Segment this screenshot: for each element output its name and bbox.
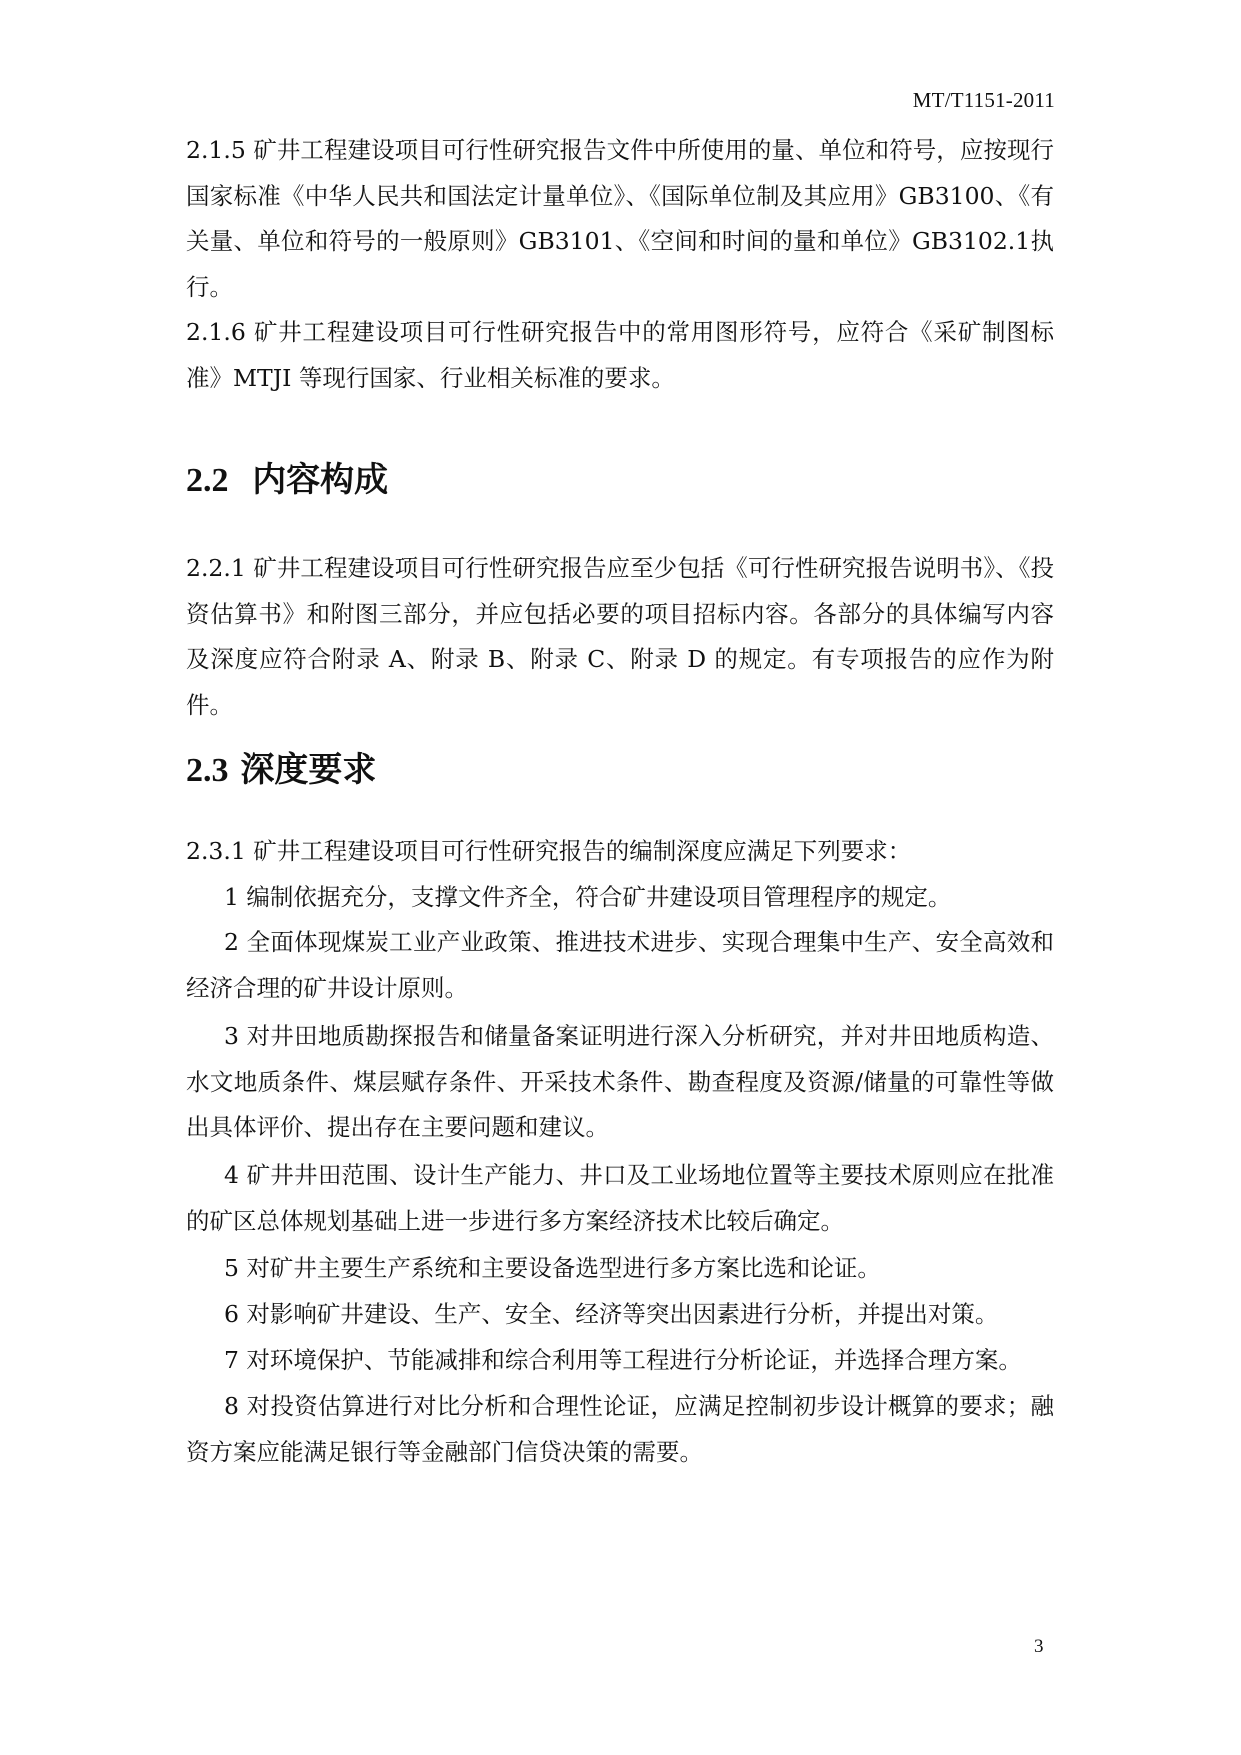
clause-2-1-5: 2.1.5 矿井工程建设项目可行性研究报告文件中所使用的量、单位和符号，应按现行国家标准《中华人民共和国法定计量单位》、《国际单位制及其应用》GB3100、《有关量、单位和符号的一般原则》GB3101、《空间和时间的量和单位》GB3102.1执行。 (186, 136, 1054, 301)
requirement-item-4: 4 矿井井田范围、设计生产能力、井口及工业场地位置等主要技术原则应在批准的矿区总体规划基础上进一步进行多方案经济技术比较后确定。 (186, 1161, 1054, 1235)
clause-2-3-1: 2.3.1 矿井工程建设项目可行性研究报告的编制深度应满足下列要求： (186, 837, 912, 865)
requirement-item-5: 5 对矿井主要生产系统和主要设备选型进行多方案比选和论证。 (224, 1254, 881, 1282)
section-title: 内容构成 (252, 460, 389, 500)
requirement-item-1: 1 编制依据充分，支撑文件齐全，符合矿井建设项目管理程序的规定。 (224, 883, 952, 911)
section-title: 深度要求 (240, 750, 377, 790)
requirement-item-6: 6 对影响矿井建设、生产、安全、经济等突出因素进行分析，并提出对策。 (224, 1300, 999, 1328)
document-code-header: MT/T1151-2011 (912, 88, 1055, 112)
requirement-item-3: 3 对井田地质勘探报告和储量备案证明进行深入分析研究，并对井田地质构造、水文地质条件、煤层赋存条件、开采技术条件、勘查程度及资源/储量的可靠性等做出具体评价、提出存在主要问题和建议。 (186, 1022, 1054, 1141)
clause-2-2-1: 2.2.1 矿井工程建设项目可行性研究报告应至少包括《可行性研究报告说明书》、《投资估算书》和附图三部分，并应包括必要的项目招标内容。各部分的具体编写内容及深度应符合附录 A、附录 B、附录 C、附录 D 的规定。有专项报告的应作为附件。 (186, 554, 1054, 719)
requirement-item-8: 8 对投资估算进行对比分析和合理性论证，应满足控制初步设计概算的要求；融资方案应能满足银行等金融部门信贷决策的需要。 (186, 1392, 1054, 1466)
requirement-item-7: 7 对环境保护、节能减排和综合利用等工程进行分析论证，并选择合理方案。 (224, 1346, 1022, 1374)
clause-2-1-6: 2.1.6 矿井工程建设项目可行性研究报告中的常用图形符号，应符合《采矿制图标准》MTJI 等现行国家、行业相关标准的要求。 (186, 318, 1054, 392)
section-heading-2-3 (186, 750, 376, 791)
section-heading-2-2 (186, 460, 388, 501)
section-number: 2.3 (186, 752, 229, 789)
page-number: 3 (1034, 1636, 1044, 1657)
requirement-item-2: 2 全面体现煤炭工业产业政策、推进技术进步、实现合理集中生产、安全高效和经济合理的矿井设计原则。 (186, 928, 1054, 1002)
section-number: 2.2 (186, 462, 229, 499)
